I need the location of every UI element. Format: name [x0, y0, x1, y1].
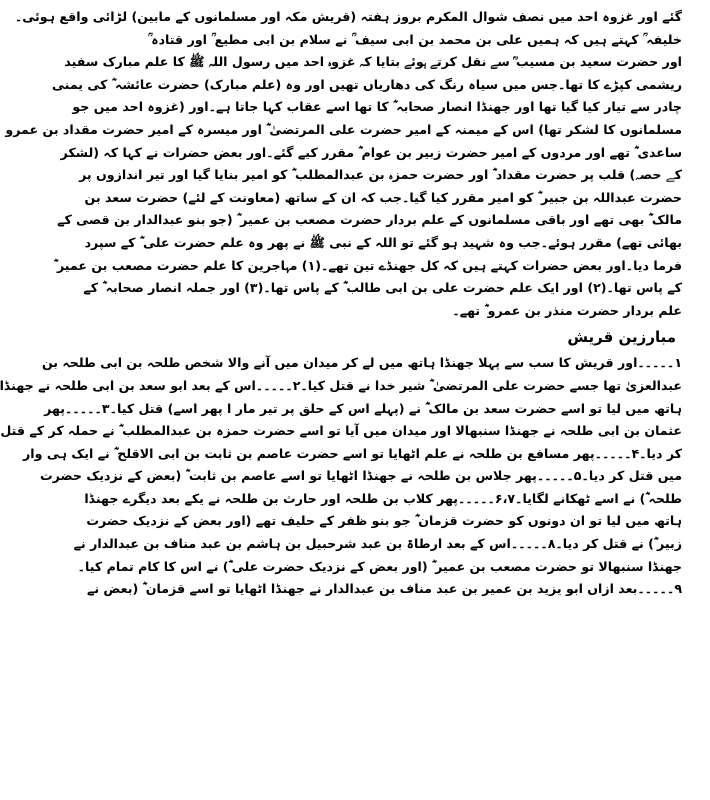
text-line: حضرت عبداللہ بن جبیر ؓ کو امیر مقرر کیا گیا۔جب کہ ان کے ساتھ (معاونت کے لئے) حضرت سعد بن	[84, 189, 682, 205]
text-line: جھنڈا سنبھالا تو حضرت مصعب بن عمیر ؓ (اور بعض کے نزدیک حضرت علی ؓ) نے اس کا کام تمام کیا۔	[77, 558, 682, 574]
text-line: کے حصہ) قلب پر حضرت مقداد ؓ اور حضرت حمزہ بن عبدالمطلب ؓ کو امیر بنایا گیا اور تیر اندازوں پر	[79, 167, 682, 183]
text-line: چادر سے تیار کیا گیا تھا اور جھنڈا انصار صحابہ ؓ کا تھا اسے عقاب کہا جاتا ہے۔اور (غزوہ احد میں جو	[72, 99, 682, 115]
paragraph-quraysh-champions	[0, 352, 682, 601]
text-line: عثمان بن ابی طلحہ نے جھنڈا سنبھالا اور میدان میں آیا تو اسے حضرت حمزہ بن عبدالمطلب ؓ نے حملہ کر کے قتل	[0, 423, 682, 439]
text-line: ہاتھ میں لیا تو اسے حضرت سعد بن مالک ؓ نے (پہلے اس کے حلق پر تیر مار ا پھر اسے) قتل کیا۔۳۔۔۔۔۔پھر	[44, 400, 682, 416]
text-line: خلیفہ ؒ کہتے ہیں کہ ہمیں علی بن محمد بن ابی سیف ؒ نے سلام بن ابی مطیع ؒ اور قتادہ ؒ	[148, 31, 682, 47]
text-line: ساعدی ؓ تھے اور مردوں کے امیر حضرت زبیر بن عوام ؓ مقرر کیے گئے۔اور بعض حضرات نے کہا کہ (لشکر	[60, 144, 682, 160]
text-line: ۱۔۔۔۔۔اور قریش کا سب سے پہلا جھنڈا ہاتھ میں لے کر میدان میں آنے والا شخص طلحہ بن ابی طلحہ بن	[41, 355, 682, 371]
text-line: میں قتل کر دیا۔۵۔۔۔۔۔پھر جلاس بن طلحہ نے جھنڈا اٹھایا تو اسے عاصم بن ثابت ؓ (بعض کے نزدیک حضرت	[40, 468, 682, 484]
text-line: مسلمانوں کا لشکر تھا) اس کے میمنہ کے امیر حضرت علی المرتضیٰ ؓ اور میسرہ کے امیر حضرت مقداد بن عمرو	[5, 121, 682, 137]
text-line: کے پاس تھا۔(۲) اور ایک علم حضرت علی بن ابی طالب ؓ کے پاس تھا۔(۳) اور جملہ انصار صحابہ ؓ کے	[83, 280, 682, 296]
text-line: اور حضرت سعید بن مسیب ؒ سے نقل کرتے ہوئے بتایا کہ غزوہ احد میں رسول اللہ ﷺ کا علم مبارک سفید	[64, 54, 682, 70]
text-line: عبدالعزیٰ تھا جسے حضرت علی المرتضیٰ ؓ شیر خدا نے قتل کیا۔۲۔۔۔۔۔اس کے بعد ابو سعد بن ابی طلحہ نے جھنڈا	[0, 377, 682, 393]
text-line: طلحہ ؓ) نے اسے ٹھکانے لگایا۔۶،۷۔۔۔۔۔پھر کلاب بن طلحہ اور حارث بن طلحہ نے یکے بعد دیگرے جھنڈا	[84, 490, 682, 506]
text-line: کر دیا۔۴۔۔۔۔۔پھر مسافع بن طلحہ نے علم اٹھایا تو اسے حضرت عاصم بن ثابت بن ابی الاقلح ؓ نے ایک ہی وار	[23, 445, 682, 461]
section-heading: مبارزین قریش	[567, 328, 676, 347]
text-line: ہاتھ میں لیا تو ان دونوں کو حضرت قزمان ؓ جو بنو ظفر کے حلیف تھے (اور بعض کے نزدیک حضرت	[86, 513, 682, 529]
paragraph-battle-of-uhud	[5, 6, 682, 322]
text-line: گئے اور غزوہ احد میں نصف شوال المکرم بروز ہفتہ (قریش مکہ اور مسلمانوں کے مابین) لڑائی واقع ہوئی۔	[14, 9, 682, 24]
text-line: مالک ؓ بھی تھے اور باقی مسلمانوں کے علم بردار حضرت مصعب بن عمیر ؓ (جو بنو عبدالدار بن قصی کے	[57, 212, 682, 228]
text-line: زبیر ؓ) نے قتل کر دیا۔۸۔۔۔۔۔اس کے بعد ارطاۃ بن عبد شرحبیل بن ہاشم بن عبد مناف بن عبدالدار نے	[73, 536, 682, 552]
text-line: فرما دیا۔اور بعض حضرات کہتے ہیں کہ کل جھنڈے تین تھے۔(۱) مہاجرین کا علم حضرت مصعب بن عمیر ؓ	[53, 257, 682, 273]
text-line: ۹۔۔۔۔۔بعد ازاں ابو یزید بن عمیر بن عبد مناف بن عبدالدار نے جھنڈا اٹھایا تو اسے قزمان ؓ (بعض نے	[86, 581, 682, 597]
text-line: ریشمی کپڑے کا تھا۔جس میں سیاہ رنگ کی دھاریاں تھیں اور وہ (علم مبارک) حضرت عائشہ ؓ کی یمنی	[51, 76, 682, 92]
text-line: علم بردار حضرت منذر بن عمرو ؓ تھے۔	[452, 302, 682, 318]
text-line: بھائی تھے) مقرر ہوئے۔جب وہ شہید ہو گئے تو اللہ کے نبی ﷺ نے پھر وہ علم حضرت علی ؓ کے سپرد	[84, 234, 682, 250]
